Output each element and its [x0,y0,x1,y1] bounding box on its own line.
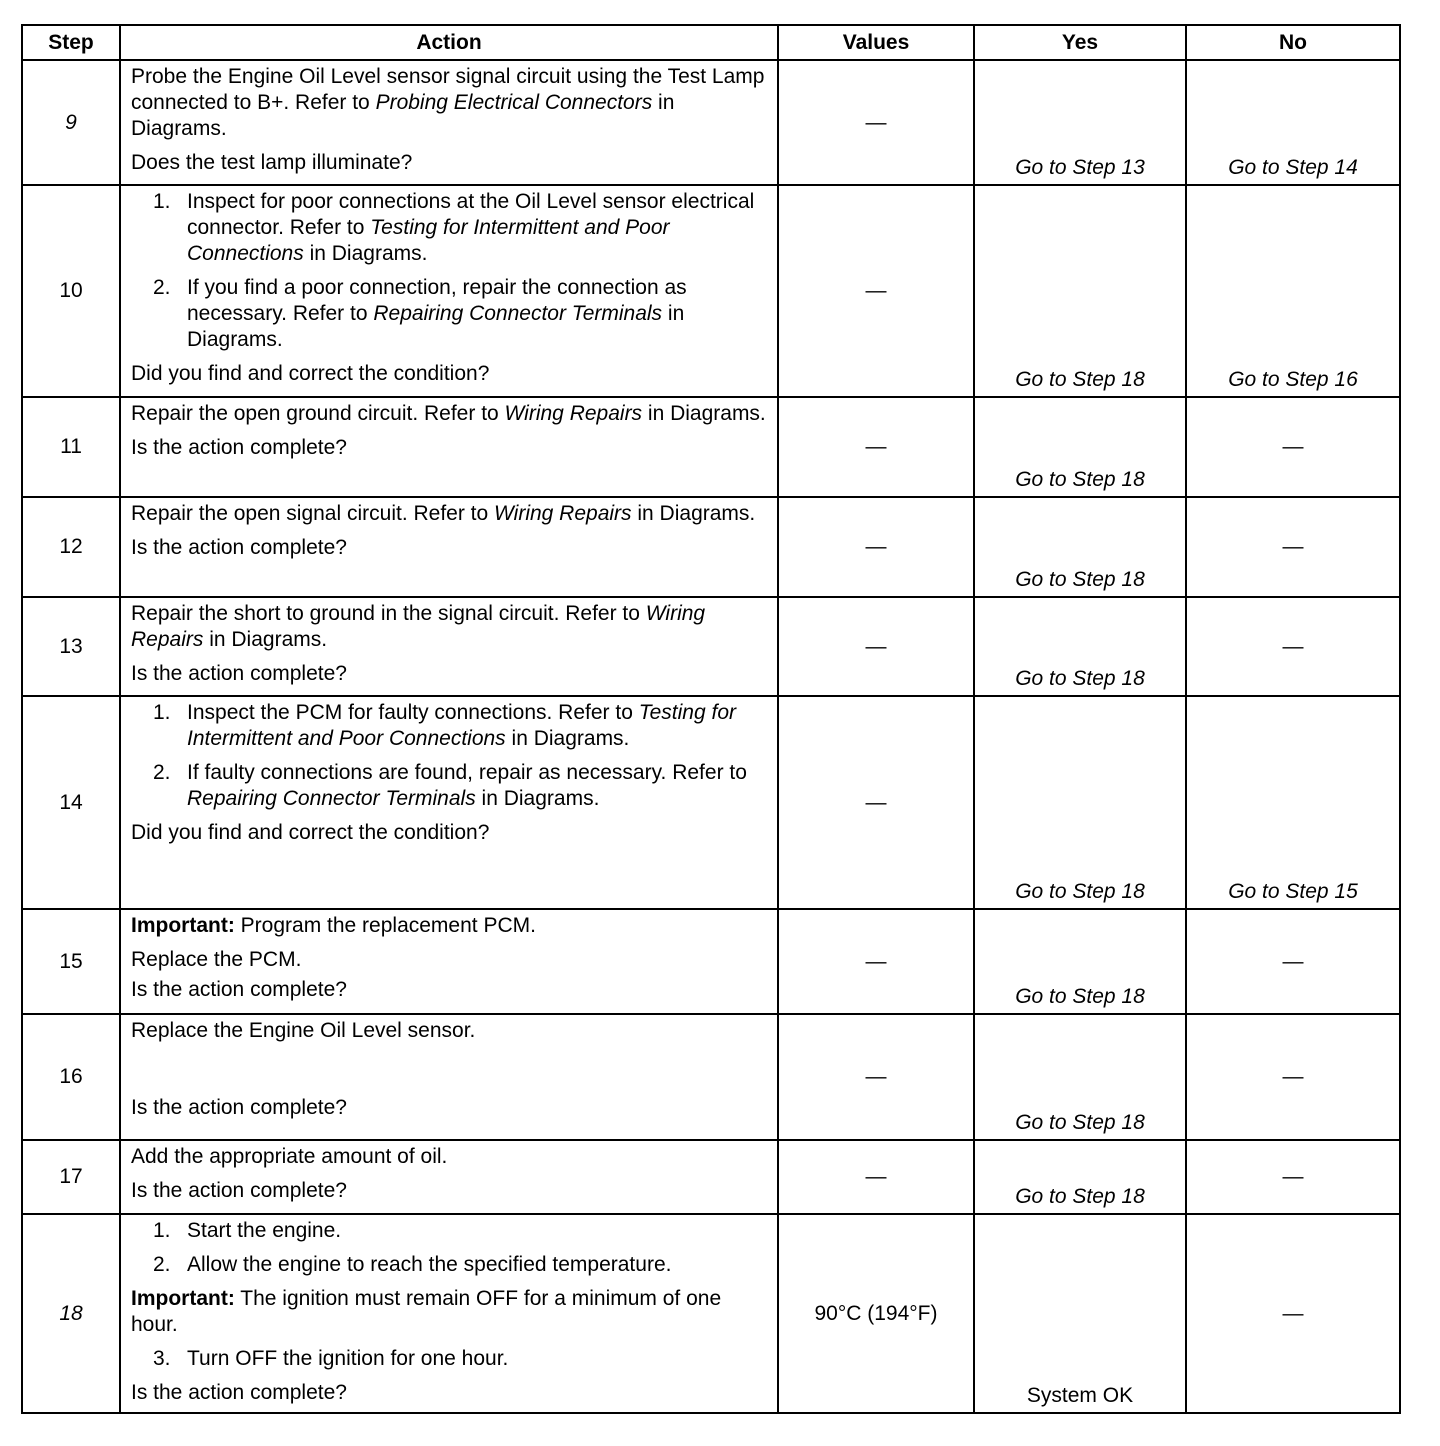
table-row [22,696,1400,909]
yes-cell: Go to Step 18 [974,597,1186,696]
reference-link: Testing for Intermittent and Poor Connections [187,701,736,750]
table-row [22,1214,1400,1413]
no-cell: Go to Step 14 [1186,60,1400,185]
table-row [22,1014,1400,1140]
no-cell: — [1186,1140,1400,1214]
no-cell: — [1186,1214,1400,1413]
table-row [22,597,1400,696]
reference-link: Probing Electrical Connectors [375,91,653,114]
table-row [22,497,1400,597]
values-cell: — [778,1014,974,1140]
values-cell: — [778,497,974,597]
values-cell: — [778,185,974,397]
action-cell: Replace the Engine Oil Level sensor. Is the action complete? [120,1014,778,1140]
reference-link: Repairing Connector Terminals [187,787,476,810]
yes-cell: Go to Step 18 [974,909,1186,1014]
header-row [22,25,1400,60]
step-number: 17 [22,1140,120,1214]
reference-link: Wiring Repairs [131,602,706,651]
step-number: 13 [22,597,120,696]
yes-cell: System OK [974,1214,1186,1413]
question-text: Is the action complete? [131,1179,347,1202]
action-cell: 1. Inspect the PCM for faulty connections. Refer to Testing for Intermittent and Poor Connections in Diagrams. 2. If faulty connections are found, repair as necessary. Refer to Repairing Connector Terminals in Diagrams. Did you find and correct the condition? [120,696,778,909]
step-number: 18 [22,1214,120,1413]
action-cell: Probe the Engine Oil Level sensor signal circuit using the Test Lamp connected to B+. Refer to Probing Electrical Connectors in Diagrams. Does the test lamp illuminate? [120,60,778,185]
question-text: Is the action complete? [131,436,347,459]
step-number: 11 [22,397,120,497]
values-cell: — [778,1140,974,1214]
reference-link: Repairing Connector Terminals [373,302,663,325]
action-cell: Repair the short to ground in the signal circuit. Refer to Wiring Repairs in Diagrams. Is the action complete? [120,597,778,696]
values-cell: — [778,397,974,497]
step-number: 12 [22,497,120,597]
yes-cell: Go to Step 18 [974,397,1186,497]
step-number: 9 [22,60,120,185]
no-cell: — [1186,909,1400,1014]
no-cell: — [1186,397,1400,497]
action-cell: Important: Program the replacement PCM. Replace the PCM. Is the action complete? [120,909,778,1014]
action-cell: 1. Inspect for poor connections at the Oil Level sensor electrical connector. Refer to Testing for Intermittent and Poor Connections in Diagrams. 2. If you find a poor connection, repair the connection as necessary. Refer to Repairing Connector Terminals in Diagrams. Did you find and correct the condition? [120,185,778,397]
values-cell: — [778,696,974,909]
table-row [22,397,1400,497]
no-cell: — [1186,1014,1400,1140]
step-number: 10 [22,185,120,397]
header-no: No [1186,25,1400,60]
values-cell: — [778,60,974,185]
no-cell: Go to Step 16 [1186,185,1400,397]
action-cell: Repair the open signal circuit. Refer to Wiring Repairs in Diagrams. Is the action complete? [120,497,778,597]
important-label: Important: [131,914,235,937]
yes-cell: Go to Step 18 [974,185,1186,397]
action-cell: Add the appropriate amount of oil. Is the action complete? [120,1140,778,1214]
step-number: 16 [22,1014,120,1140]
no-cell: — [1186,497,1400,597]
table-row [22,909,1400,1014]
step-number: 14 [22,696,120,909]
table-row [22,185,1400,397]
question-text: Did you find and correct the condition? [131,362,490,385]
values-cell: 90°C (194°F) [778,1214,974,1413]
question-text: Did you find and correct the condition? [131,821,490,844]
table-row [22,1140,1400,1214]
reference-link: Wiring Repairs [494,502,632,525]
question-text: Is the action complete? [131,1381,347,1404]
header-yes: Yes [974,25,1186,60]
yes-cell: Go to Step 18 [974,1014,1186,1140]
yes-cell: Go to Step 13 [974,60,1186,185]
values-cell: — [778,597,974,696]
question-text: Is the action complete? [131,1096,347,1119]
reference-link: Testing for Intermittent and Poor Connections [187,216,670,265]
question-text: Is the action complete? [131,536,347,559]
diagnostic-table [21,24,1401,1414]
question-text: Is the action complete? [131,978,347,1001]
yes-cell: Go to Step 18 [974,497,1186,597]
action-cell: 1. Start the engine. 2. Allow the engine to reach the specified temperature. Important: The ignition must remain OFF for a minimum of one hour. 3. Turn OFF the ignition for one hour. Is the action complete? [120,1214,778,1413]
yes-cell: Go to Step 18 [974,1140,1186,1214]
table-row [22,60,1400,185]
no-cell: Go to Step 15 [1186,696,1400,909]
question-text: Is the action complete? [131,662,347,685]
header-values: Values [778,25,974,60]
values-cell: — [778,909,974,1014]
important-label: Important: [131,1287,235,1310]
yes-cell: Go to Step 18 [974,696,1186,909]
header-action: Action [120,25,778,60]
header-step: Step [22,25,120,60]
step-number: 15 [22,909,120,1014]
no-cell: — [1186,597,1400,696]
action-cell: Repair the open ground circuit. Refer to Wiring Repairs in Diagrams. Is the action complete? [120,397,778,497]
reference-link: Wiring Repairs [504,402,643,425]
question-text: Does the test lamp illuminate? [131,151,413,174]
